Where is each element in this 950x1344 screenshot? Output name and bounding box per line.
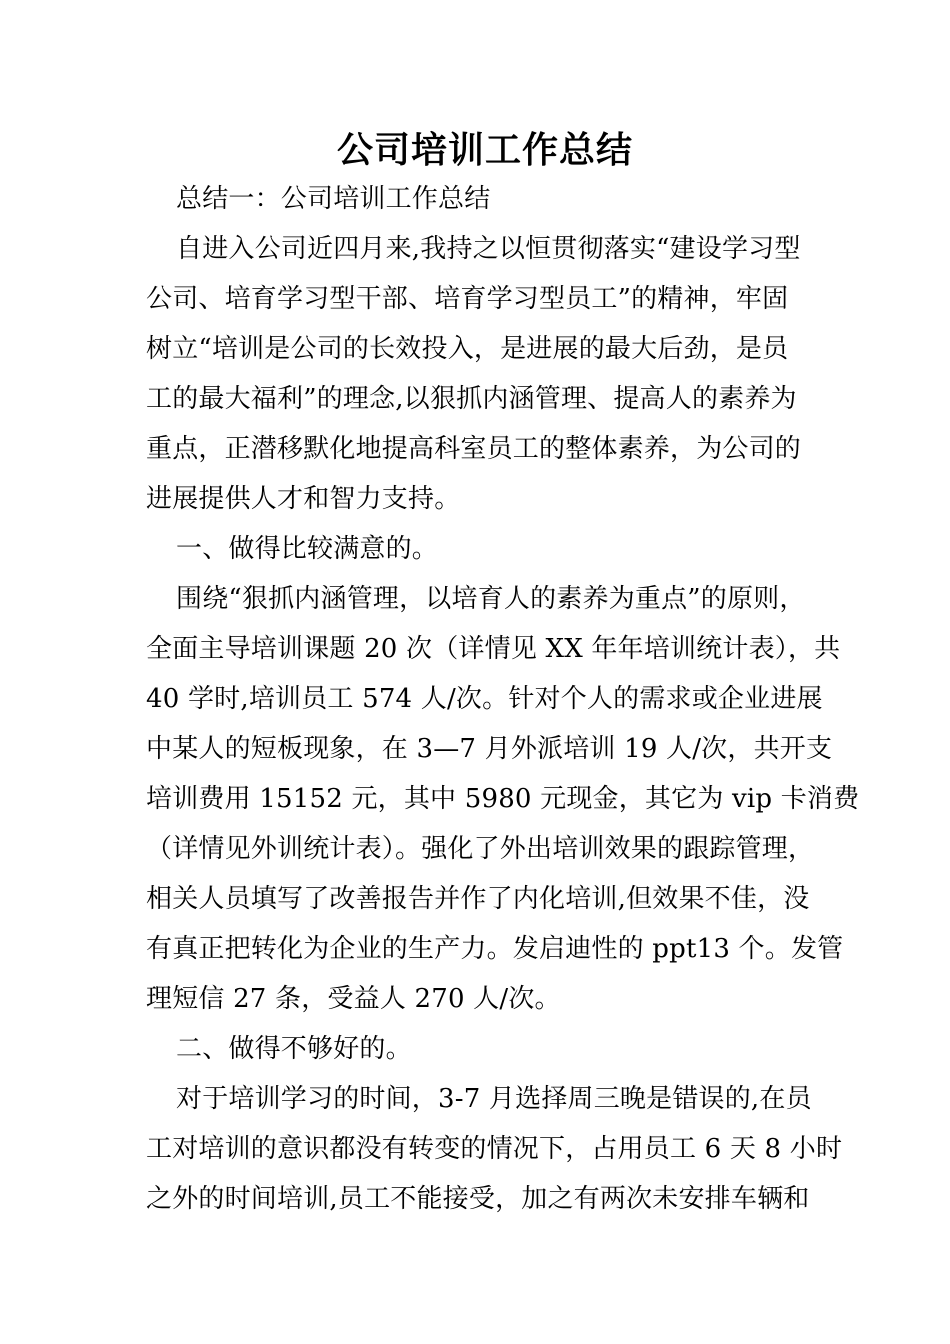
paragraph-line: 围绕“狠抓内涵管理，以培育人的素养为重点”的原则， xyxy=(176,584,806,614)
section-heading: 二、做得不够好的。 xyxy=(176,1034,412,1064)
paragraph-line: 理短信 27 条，受益人 270 人/次。 xyxy=(146,984,561,1014)
paragraph-line: 自进入公司近四月来,我持之以恒贯彻落实“建设学习型 xyxy=(176,234,801,264)
paragraph-line: 全面主导培训课题 20 次（详情见 XX 年年培训统计表），共 xyxy=(146,634,841,664)
paragraph-line: 培训费用 15152 元，其中 5980 元现金，其它为 vip 卡消费 xyxy=(146,784,860,814)
paragraph-line: 对于培训学习的时间，3-7 月选择周三晚是错误的,在员 xyxy=(176,1084,812,1114)
paragraph-line: 进展提供人才和智力支持。 xyxy=(146,484,461,514)
paragraph-line: 中某人的短板现象，在 3—7 月外派培训 19 人/次，共开支 xyxy=(146,734,833,764)
paragraph-line: 有真正把转化为企业的生产力。发启迪性的 ppt13 个。发管 xyxy=(146,934,844,964)
paragraph-line: （详情见外训统计表）。强化了外出培训效果的跟踪管理， xyxy=(146,834,815,864)
paragraph-line: 工对培训的意识都没有转变的情况下，占用员工 6 天 8 小时 xyxy=(146,1134,843,1164)
subtitle-line: 总结一：公司培训工作总结 xyxy=(176,184,491,214)
paragraph-line: 工的最大福利”的理念,以狠抓内涵管理、提高人的素养为 xyxy=(146,384,797,414)
paragraph-line: 公司、培育学习型干部、培育学习型员工”的精神，牢固 xyxy=(146,284,789,314)
document-title: 公司培训工作总结 xyxy=(336,129,633,171)
paragraph-line: 树立“培训是公司的长效投入，是进展的最大后劲，是员 xyxy=(146,334,789,364)
paragraph-line: 重点，正潜移默化地提高科室员工的整体素养，为公司的 xyxy=(146,434,802,464)
paragraph-line: 之外的时间培训,员工不能接受，加之有两次未安排车辆和 xyxy=(146,1184,810,1214)
section-heading: 一、做得比较满意的。 xyxy=(176,534,439,564)
paragraph-line: 相关人员填写了改善报告并作了内化培训,但效果不佳，没 xyxy=(146,884,810,914)
paragraph-line: 40 学时,培训员工 574 人/次。针对个人的需求或企业进展 xyxy=(146,684,823,714)
